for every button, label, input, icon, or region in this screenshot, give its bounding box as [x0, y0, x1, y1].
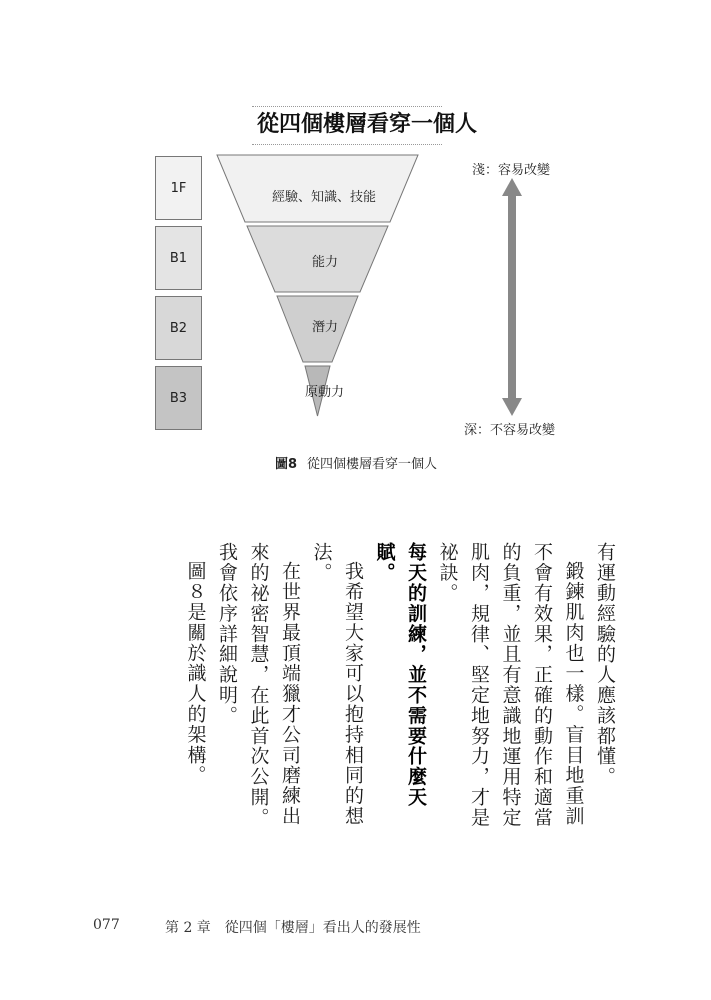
title-dotted-rule-top: [252, 106, 442, 107]
figure-title: 從四個樓層看穿一個人: [256, 112, 477, 137]
floor-box-b1: B1: [155, 226, 202, 290]
layer-label-motivation: 原動力: [305, 385, 345, 400]
layer-label-potential: 潛力: [312, 320, 339, 335]
paragraph-1: 有運動經驗的人應該都懂。: [594, 542, 616, 787]
caption-number: 圖8: [275, 457, 298, 472]
layer-label-experience: 經驗、知識、技能: [272, 190, 377, 205]
title-dotted-rule-bottom: [252, 144, 442, 145]
emphasis-line: 每天的訓練，並不需要什麼天賦。: [373, 542, 427, 808]
arrow-bottom-label: 深：不容易改變: [464, 423, 556, 438]
chapter-running-head: 第 2 章 從四個「樓層」看出人的發展性: [165, 920, 421, 936]
floor-box-1f: 1F: [155, 156, 202, 220]
double-arrow-icon: [500, 178, 524, 416]
figure-caption: [275, 453, 437, 472]
floor-box-b2: B2: [155, 296, 202, 360]
caption-text: 從四個樓層看穿一個人: [307, 457, 438, 472]
paragraph-3: 我希望大家可以抱持相同的想法。: [310, 542, 364, 827]
layer-label-ability: 能力: [312, 255, 339, 270]
floor-box-b3: B3: [155, 366, 202, 430]
page-number: 077: [93, 917, 120, 933]
paragraph-2: 鍛鍊肌肉也一樣。盲目地重訓不會有效果，正確的動作和適當的負重，並且有意識地運用特定肌肉，規律、堅定地努力，才是祕訣。: [436, 542, 585, 828]
vertical-body-text: [20, 542, 620, 842]
paragraph-5: 圖８是關於識人的架構。: [184, 561, 207, 786]
arrow-top-label: 淺：容易改變: [472, 163, 551, 178]
paragraph-4: 在世界最頂端獵才公司磨練出來的祕密智慧，在此首次公開。我會依序詳細說明。: [216, 542, 301, 828]
